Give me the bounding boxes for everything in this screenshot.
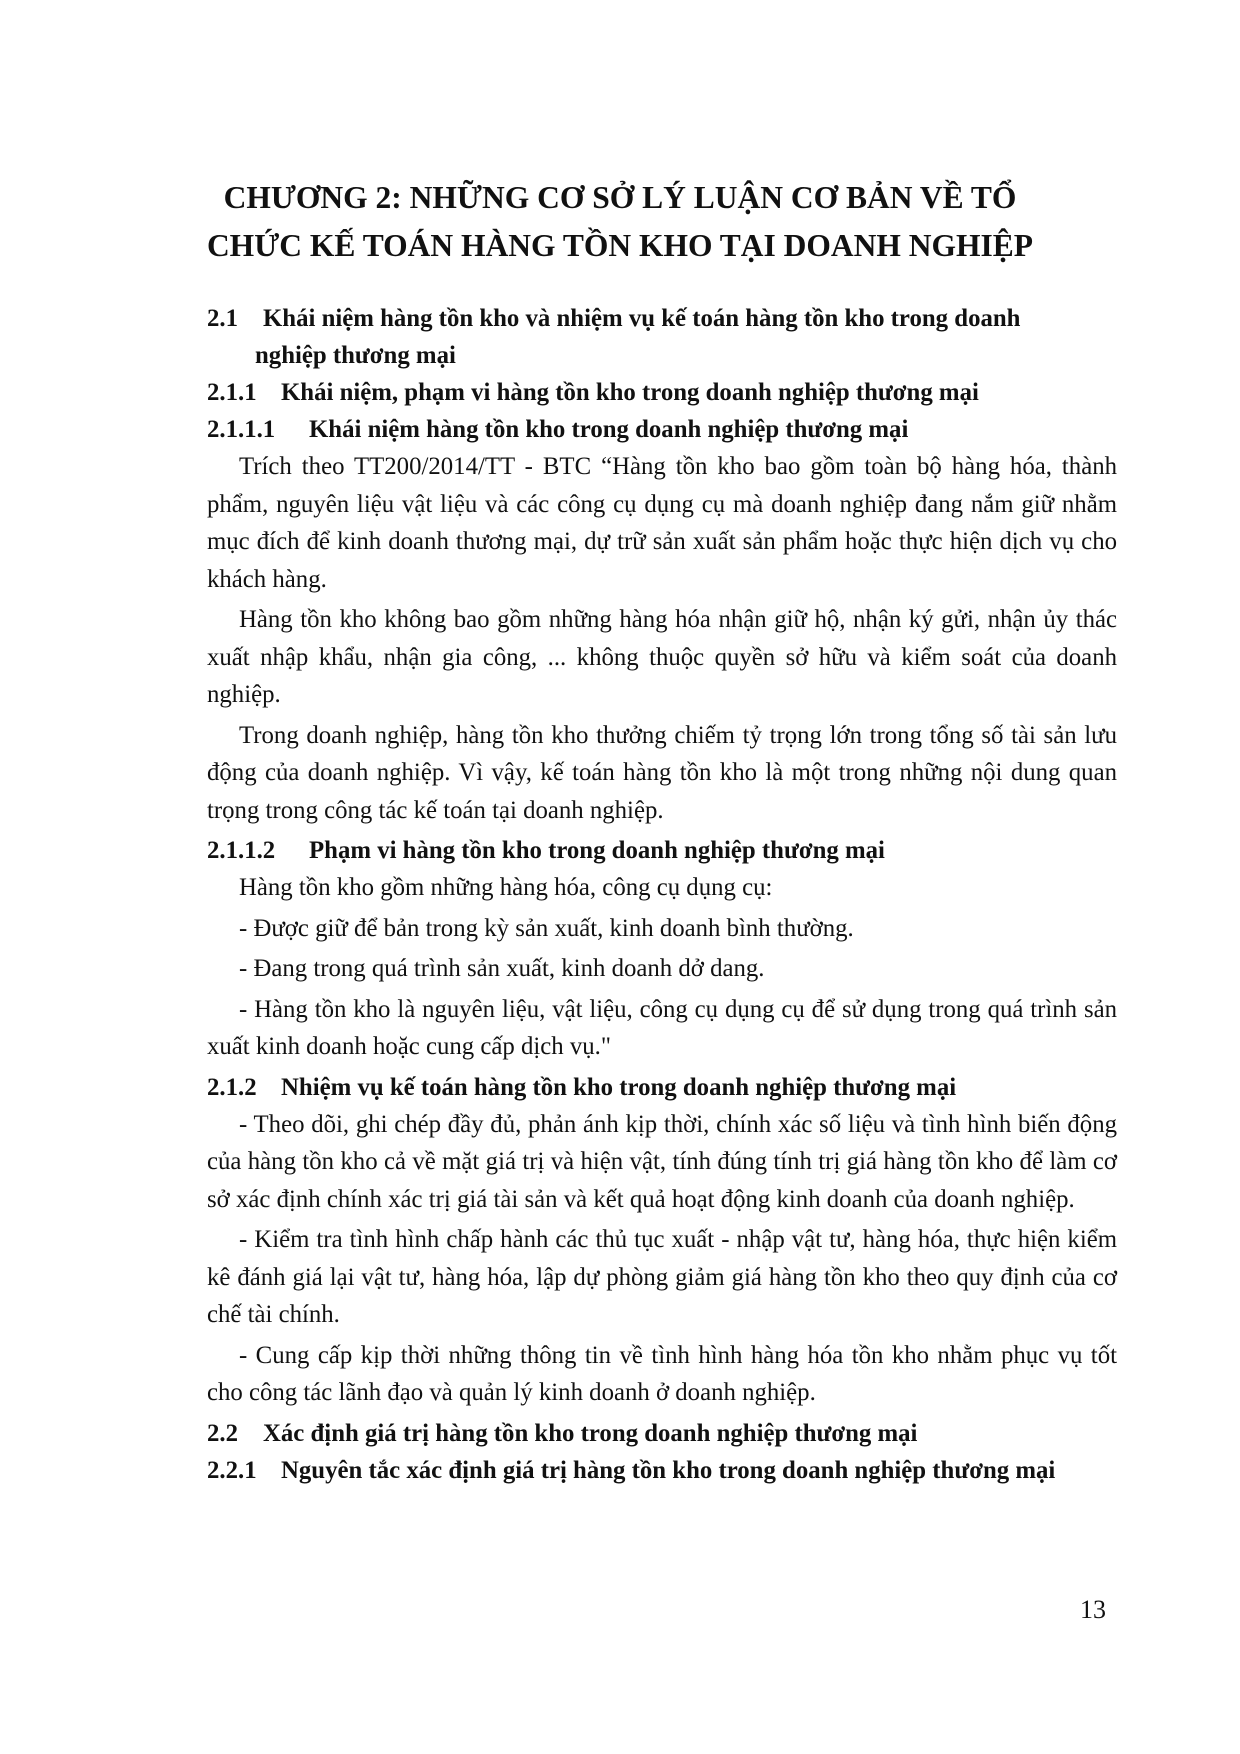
heading-2-1-2 bbox=[207, 1069, 1117, 1106]
chapter-title bbox=[150, 174, 1090, 270]
chapter-title-line-1: CHƯƠNG 2: NHỮNG CƠ SỞ LÝ LUẬN CƠ BẢN VỀ TỔ bbox=[223, 180, 1017, 215]
heading-text: Xác định giá trị hàng tồn kho trong doanh nghiệp thương mại bbox=[263, 1419, 918, 1447]
heading-2-1-continued: nghiệp thương mại bbox=[255, 342, 456, 369]
heading-2-1-1 bbox=[207, 374, 1117, 411]
heading-text: Khái niệm hàng tồn kho trong doanh nghiệp thương mại bbox=[309, 416, 909, 443]
heading-2-1-1-1 bbox=[207, 411, 1117, 448]
list-item: - Hàng tồn kho là nguyên liệu, vật liệu, công cụ dụng cụ để sử dụng trong quá trình sản xuất kinh doanh hoặc cung cấp dịch vụ." bbox=[207, 995, 1117, 1060]
heading-2-1 bbox=[207, 300, 1117, 337]
paragraph: Trích theo TT200/2014/TT - BTC “Hàng tồn kho bao gồm toàn bộ hàng hóa, thành phẩm, nguyên liệu vật liệu và các công cụ dụng cụ mà doanh nghiệp đang nắm giữ nhằm mục đích để kinh doanh thương mại, dự trữ sản xuất sản phẩm hoặc thực hiện dịch vụ cho khách hàng. bbox=[207, 453, 1117, 593]
heading-text: Nhiệm vụ kế toán hàng tồn kho trong doanh nghiệp thương mại bbox=[281, 1073, 957, 1101]
list-item: - Được giữ để bản trong kỳ sản xuất, kinh doanh bình thường. bbox=[239, 914, 854, 942]
heading-number: 2.2 bbox=[207, 1419, 238, 1447]
heading-2-1-1-2 bbox=[207, 832, 1117, 869]
paragraph: Trong doanh nghiệp, hàng tồn kho thưởng chiếm tỷ trọng lớn trong tổng số tài sản lưu động của doanh nghiệp. Vì vậy, kế toán hàng tồn kho là một trong những nội dung quan trọng trong công tác kế toán tại doanh nghiệp. bbox=[207, 721, 1117, 824]
heading-number: 2.1 bbox=[207, 305, 238, 332]
list-item: - Đang trong quá trình sản xuất, kinh doanh dở dang. bbox=[239, 955, 765, 982]
heading-number: 2.1.1.2 bbox=[207, 837, 276, 864]
chapter-title-line-2: CHỨC KẾ TOÁN HÀNG TỒN KHO TẠI DOANH NGHIỆP bbox=[206, 228, 1034, 263]
heading-text: Nguyên tắc xác định giá trị hàng tồn kho trong doanh nghiệp thương mại bbox=[281, 1456, 1056, 1484]
list-item: - Kiểm tra tình hình chấp hành các thủ tục xuất - nhập vật tư, hàng hóa, thực hiện kiểm kê đánh giá lại vật tư, hàng hóa, lập dự phòng giảm giá hàng tồn kho theo quy định của cơ chế tài chính. bbox=[207, 1226, 1117, 1328]
heading-number: 2.2.1 bbox=[207, 1456, 257, 1484]
heading-number: 2.1.1.1 bbox=[207, 416, 276, 443]
heading-number: 2.1.1 bbox=[207, 379, 257, 406]
document-body bbox=[207, 300, 1117, 1489]
heading-number: 2.1.2 bbox=[207, 1073, 257, 1101]
list-item: - Cung cấp kịp thời những thông tin về tình hình hàng hóa tồn kho nhằm phục vụ tốt cho công tác lãnh đạo và quản lý kinh doanh ở doanh nghiệp. bbox=[207, 1341, 1117, 1406]
paragraph: Hàng tồn kho gồm những hàng hóa, công cụ dụng cụ: bbox=[239, 874, 773, 901]
heading-text: Khái niệm, phạm vi hàng tồn kho trong doanh nghiệp thương mại bbox=[281, 379, 979, 406]
heading-text: Khái niệm hàng tồn kho và nhiệm vụ kế toán hàng tồn kho trong doanh bbox=[263, 305, 1021, 332]
paragraph: Hàng tồn kho không bao gồm những hàng hóa nhận giữ hộ, nhận ký gửi, nhận ủy thác xuất nhập khẩu, nhận gia công, ... không thuộc quyền sở hữu và kiểm soát của doanh nghiệp. bbox=[207, 606, 1117, 708]
page-number: 13 bbox=[1080, 1595, 1106, 1624]
list-item: - Theo dõi, ghi chép đầy đủ, phản ánh kịp thời, chính xác số liệu và tình hình biến động của hàng tồn kho cả về mặt giá trị và hiện vật, tính đúng tính trị giá hàng tồn kho để làm cơ sở xác định chính xác trị giá tài sản và kết quả hoạt động kinh doanh của doanh nghiệp. bbox=[207, 1110, 1117, 1213]
heading-2-2-1 bbox=[207, 1452, 1117, 1489]
heading-2-2 bbox=[207, 1415, 1117, 1452]
heading-text: Phạm vi hàng tồn kho trong doanh nghiệp thương mại bbox=[309, 837, 885, 864]
